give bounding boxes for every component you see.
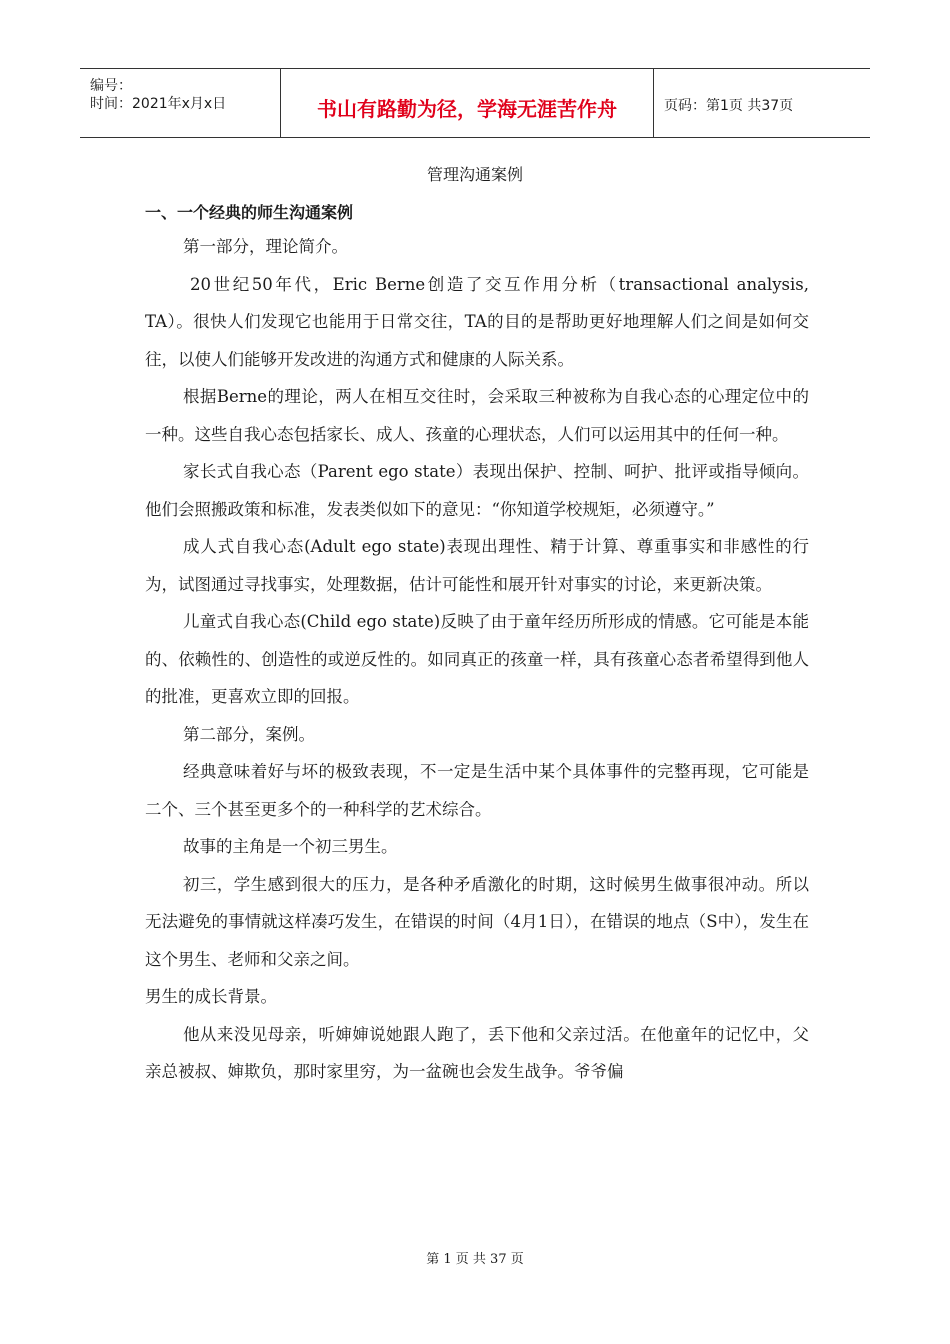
paragraph: 故事的主角是一个初三男生。	[183, 837, 398, 856]
paragraph: 20世纪50年代，Eric Berne创造了交互作用分析（transactional analysis, TA）。很快人们发现它也能用于日常交往，TA的目的是帮助更好地理解人们之间是如何交往，以使人们能够开发改进的沟通方式和健康的人际关系。	[145, 274, 809, 369]
page-footer: 第 1 页 共 37 页	[426, 1252, 524, 1267]
paragraph: 成人式自我心态(Adult ego state)表现出理性、精于计算、尊重事实和非感性的行为，试图通过寻找事实，处理数据，估计可能性和展开针对事实的讨论，来更新决策。	[145, 537, 809, 594]
paragraph: 男生的成长背景。	[145, 987, 277, 1006]
paragraph: 初三，学生感到很大的压力，是各种矛盾激化的时期，这时候男生做事很冲动。所以无法避免的事情就这样凑巧发生，在错误的时间（4月1日），在错误的地点（S中），发生在这个男生、老师和父亲之间。	[145, 874, 809, 969]
paragraph: 第一部分，理论简介。	[183, 237, 348, 256]
document-body	[145, 228, 809, 1091]
section-heading: 一、一个经典的师生沟通案例	[145, 203, 354, 222]
document-header	[80, 68, 870, 138]
paragraph: 儿童式自我心态(Child ego state)反映了由于童年经历所形成的情感。它可能是本能的、依赖性的、创造性的或逆反性的。如同真正的孩童一样，具有孩童心态者希望得到他人的批准，更喜欢立即的回报。	[145, 612, 809, 706]
date-line: 时间：2021年x月x日	[90, 96, 227, 112]
paragraph: 第二部分，案例。	[183, 724, 315, 744]
page-code: 页码：第1页 共37页	[664, 98, 794, 114]
paragraph: 根据Berne的理论，两人在相互交往时，会采取三种被称为自我心态的心理定位中的一种。这些自我心态包括家长、成人、孩童的心理状态，人们可以运用其中的任何一种。	[145, 387, 809, 444]
header-motto-cell	[281, 69, 654, 137]
document-title: 管理沟通案例	[426, 165, 523, 184]
code-label: 编号：	[90, 78, 132, 94]
motto-text: 书山有路勤为径，学海无涯苦作舟	[317, 97, 617, 121]
paragraph: 他从来没见母亲，听婶婶说她跟人跑了，丢下他和父亲过活。在他童年的记忆中，父亲总被叔、婶欺负，那时家里穷，为一盆碗也会发生战争。爷爷偏	[145, 1024, 809, 1081]
paragraph: 经典意味着好与坏的极致表现，不一定是生活中某个具体事件的完整再现，它可能是二个、三个甚至更多个的一种科学的艺术综合。	[145, 762, 809, 819]
paragraph: 家长式自我心态（Parent ego state）表现出保护、控制、呵护、批评或指导倾向。他们会照搬政策和标准，发表类似如下的意见：“你知道学校规矩，必须遵守。”	[145, 462, 809, 519]
header-page-cell	[654, 69, 870, 137]
header-meta-cell	[80, 69, 281, 137]
